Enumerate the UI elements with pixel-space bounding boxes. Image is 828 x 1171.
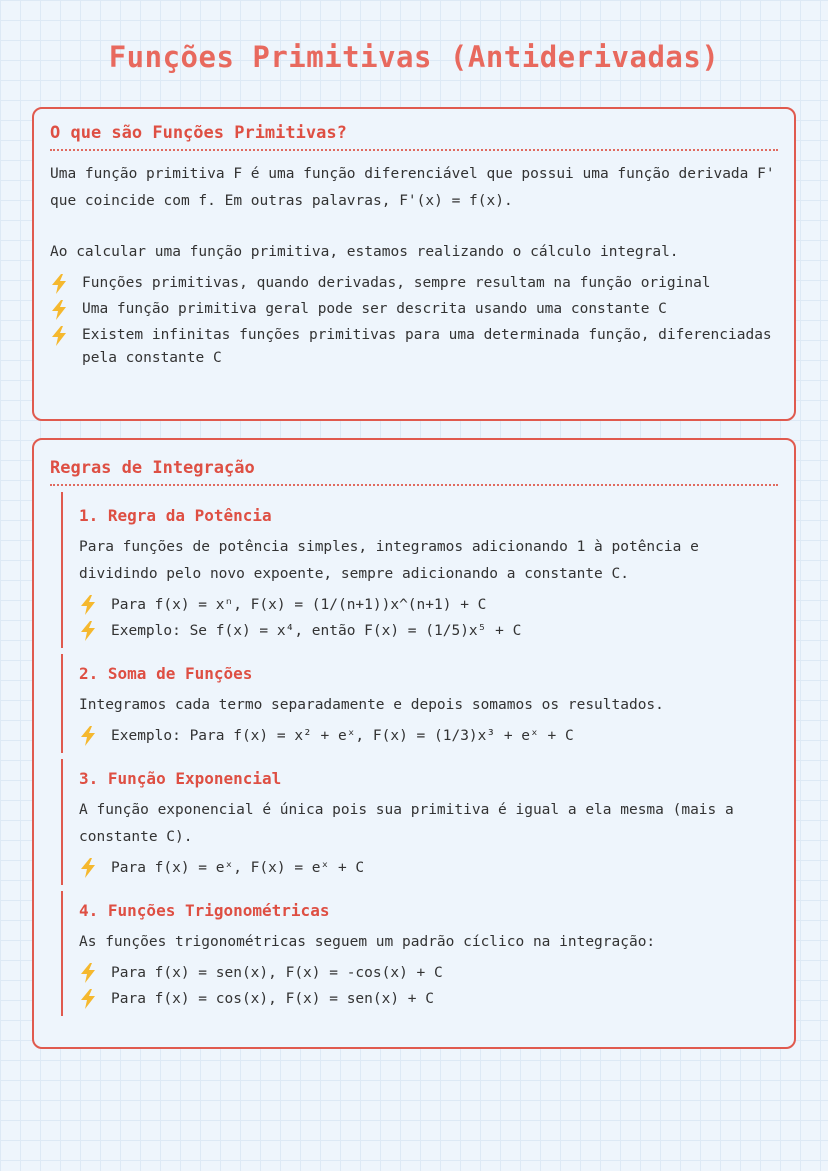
rule-title: 1. Regra da Potência [79,506,272,525]
rule-title: 4. Funções Trigonométricas [79,901,330,920]
rules-card [32,438,796,1049]
list-item-text: Para f(x) = cos(x), F(x) = sen(x) + C [111,991,435,1007]
rule-bullet-list [79,723,778,749]
rule-description: As funções trigonométricas seguem um padrão cíclico na integração: [79,934,656,950]
rule-title: 2. Soma de Funções [79,664,253,683]
list-item-text: Para f(x) = sen(x), F(x) = -cos(x) + C [111,965,443,981]
rule-power [61,492,778,648]
list-item-text: Para f(x) = eˣ, F(x) = eˣ + C [111,860,365,876]
list-item-text: Para f(x) = xⁿ, F(x) = (1/(n+1))x^(n+1) + C [111,597,487,613]
list-item-text: Exemplo: Para f(x) = x² + eˣ, F(x) = (1/3)x³ + eˣ + C [111,728,574,744]
intro-paragraph-2: Ao calcular uma função primitiva, estamos realizando o cálculo integral. [50,244,679,260]
lightning-bolt-icon [79,858,97,878]
list-item [79,960,778,986]
lightning-bolt-icon [50,326,68,346]
list-item [79,618,778,644]
rule-description: A função exponencial é única pois sua primitiva é igual a ela mesma (mais a constante C). [79,802,743,845]
lightning-bolt-icon [79,726,97,746]
list-item [50,272,778,295]
page-title: Funções Primitivas (Antiderivadas) [108,40,720,74]
list-item [50,298,778,321]
lightning-bolt-icon [50,300,68,320]
rule-description: Para funções de potência simples, integramos adicionando 1 à potência e dividindo pelo novo expoente, sempre adicionando a constante C. [79,539,708,582]
list-item [50,324,778,370]
lightning-bolt-icon [79,963,97,983]
rule-exponential [61,759,778,885]
list-item [79,855,778,881]
rule-description: Integramos cada termo separadamente e depois somamos os resultados. [79,697,664,713]
list-item-text: Existem infinitas funções primitivas para uma determinada função, diferenciadas pela constante C [82,327,772,366]
lightning-bolt-icon [79,621,97,641]
intro-bullet-list [50,272,778,370]
list-item-text: Funções primitivas, quando derivadas, sempre resultam na função original [82,275,711,291]
lightning-bolt-icon [79,595,97,615]
intro-heading: O que são Funções Primitivas? [50,123,778,151]
rule-bullet-list [79,960,778,1012]
rule-bullet-list [79,855,778,881]
list-item [79,592,778,618]
rules-heading: Regras de Integração [50,454,778,486]
list-item-text: Exemplo: Se f(x) = x⁴, então F(x) = (1/5)x⁵ + C [111,623,522,639]
list-item [79,723,778,749]
lightning-bolt-icon [50,274,68,294]
intro-paragraph-1: Uma função primitiva F é uma função diferenciável que possui uma função derivada F' que coincide com f. Em outras palavras, F'(x) = f(x). [50,166,784,209]
lightning-bolt-icon [79,989,97,1009]
rules-list [50,492,778,1016]
rule-sum [61,654,778,753]
list-item [79,986,778,1012]
rule-title: 3. Função Exponencial [79,769,282,788]
rule-trigonometric [61,891,778,1016]
list-item-text: Uma função primitiva geral pode ser descrita usando uma constante C [82,301,667,317]
intro-card [32,107,796,421]
rule-bullet-list [79,592,778,644]
